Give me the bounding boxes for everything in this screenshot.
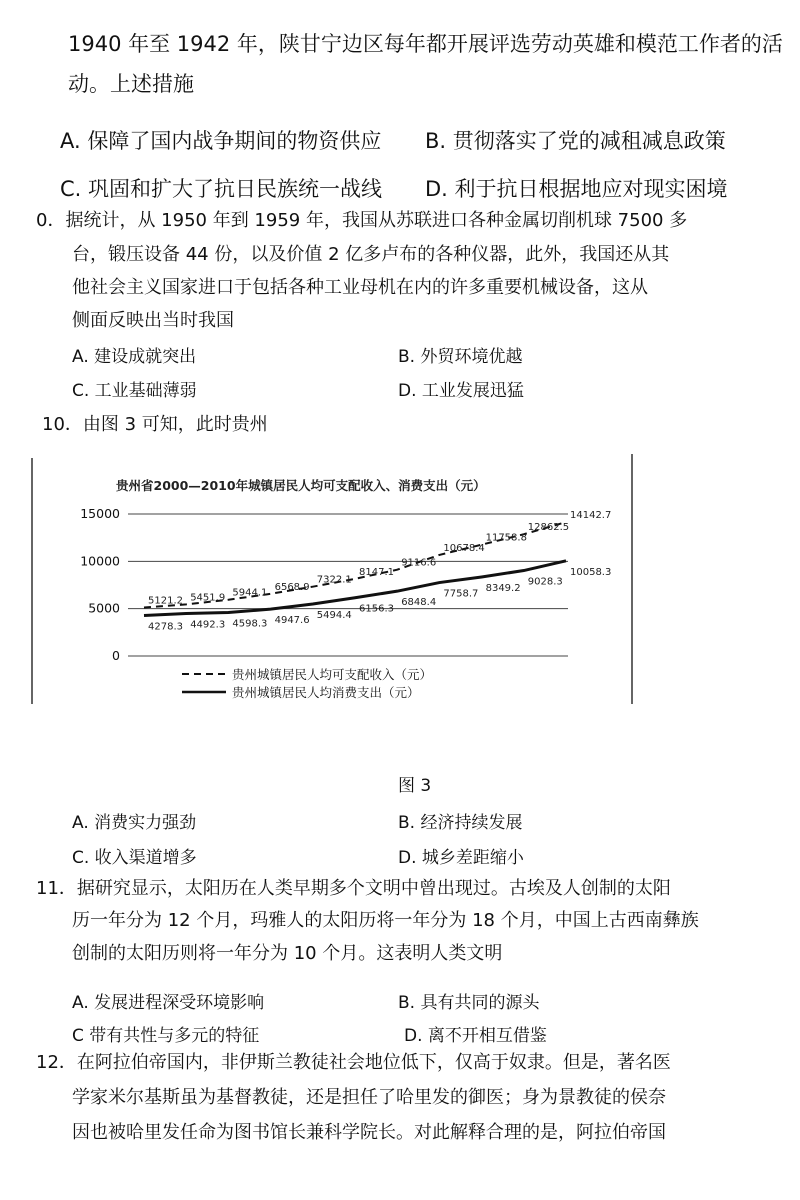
y-tick-label: 15000: [80, 506, 120, 521]
data-label: 4278.3: [148, 621, 183, 633]
data-label: 12862.5: [527, 522, 570, 534]
q11-option-d: D. 离不开相互借鉴: [404, 1026, 547, 1046]
q12-stem-line3: 因也被哈里发任命为图书馆长兼科学院长。对此解释合理的是，阿拉伯帝国: [72, 1122, 666, 1143]
figure-caption: 图 3: [398, 776, 432, 796]
data-label: 8147.1: [359, 566, 394, 578]
data-label: 4492.3: [190, 619, 226, 631]
y-tick-label: 10000: [80, 553, 120, 569]
q8-option-a: A. 保障了国内战争期间的物资供应: [60, 129, 382, 153]
data-label: 8349.2: [485, 582, 521, 594]
q11-option-a: A. 发展进程深受环境影响: [72, 993, 265, 1013]
data-label: 9116.6: [401, 557, 437, 569]
data-label: 9028.3: [527, 576, 563, 588]
q10-option-b: B. 经济持续发展: [398, 813, 523, 833]
data-label: 5494.4: [316, 609, 352, 621]
q9-option-d: D. 工业发展迅猛: [398, 381, 524, 401]
q8-option-b: B. 贯彻落实了党的减租减息政策: [425, 129, 726, 153]
q9-option-c: C. 工业基础薄弱: [72, 381, 197, 401]
q10-option-c: C. 收入渠道增多: [72, 848, 197, 868]
q9-stem-line2: 台，锻压设备 44 份，以及价值 2 亿多卢布的各种仪器，此外，我国还从其: [72, 244, 670, 265]
legend-label: 贵州城镇居民人均消费支出（元）: [232, 685, 420, 700]
q11-option-b: B. 具有共同的源头: [398, 993, 540, 1013]
data-label: 6156.3: [359, 603, 394, 615]
data-label: 5121.2: [148, 595, 183, 607]
chart-figure-3: [28, 452, 638, 712]
q10-option-a: A. 消费实力强劲: [72, 813, 197, 833]
legend-label: 贵州城镇居民人均可支配收入（元）: [232, 667, 433, 682]
q9-stem-line1: 0．据统计，从 1950 年到 1959 年，我国从苏联进口各种金属切削机球 7500 多: [36, 210, 688, 231]
q11-stem-line3: 创制的太阳历则将一年分为 10 个月。这表明人类文明: [72, 943, 503, 964]
chart-title: 贵州省2000—2010年城镇居民人均可支配收入、消费支出（元）: [116, 478, 486, 493]
q10-option-d: D. 城乡差距缩小: [398, 848, 524, 868]
q9-option-b: B. 外贸环境优越: [398, 347, 523, 367]
data-label: 6568.9: [274, 581, 310, 593]
q8-option-d: D. 利于抗日根据地应对现实困境: [425, 177, 728, 201]
data-label: 7758.7: [443, 588, 479, 600]
q11-stem-line2: 历一年分为 12 个月，玛雅人的太阳历将一年分为 18 个月，中国上古西南彝族: [72, 910, 699, 931]
q12-stem-line2: 学家米尔基斯虽为基督教徒，还是担任了哈里发的御医；身为景教徒的侯奈: [72, 1087, 666, 1108]
data-label: 5451.9: [190, 592, 226, 604]
q12-stem-line1: 12．在阿拉伯帝国内，非伊斯兰教徒社会地位低下，仅高于奴隶。但是，著名医: [36, 1052, 671, 1073]
q11-option-c: C 带有共性与多元的特征: [72, 1026, 260, 1046]
data-label: 7322.1: [316, 574, 352, 586]
data-label: 10058.3: [570, 566, 612, 578]
y-tick-label: 0: [112, 648, 120, 663]
data-label: 14142.7: [570, 510, 612, 522]
data-label: 10678.4: [443, 542, 485, 554]
data-label: 6848.4: [401, 597, 437, 609]
q10-stem: 10．由图 3 可知，此时贵州: [42, 414, 268, 435]
y-tick-label: 5000: [88, 600, 120, 616]
q9-stem-line3: 他社会主义国家进口于包括各种工业母机在内的许多重要机械设备，这从: [72, 277, 648, 298]
q9-stem-line4: 侧面反映出当时我国: [72, 310, 234, 331]
line-chart: [28, 452, 638, 712]
q8-stem-line1: 1940 年至 1942 年，陕甘宁边区每年都开展评选劳动英雄和模范工作者的活: [68, 32, 783, 56]
q9-option-a: A. 建设成就突出: [72, 347, 197, 367]
data-label: 5944.1: [232, 587, 268, 599]
q11-stem-line1: 11．据研究显示，太阳历在人类早期多个文明中曾出现过。古埃及人创制的太阳: [36, 878, 671, 899]
data-label: 4598.3: [232, 618, 268, 630]
q8-stem-line2: 动。上述措施: [68, 72, 194, 96]
data-label: 11758.8: [485, 532, 527, 544]
data-label: 4947.6: [274, 615, 310, 627]
q8-option-c: C. 巩固和扩大了抗日民族统一战线: [60, 177, 383, 201]
